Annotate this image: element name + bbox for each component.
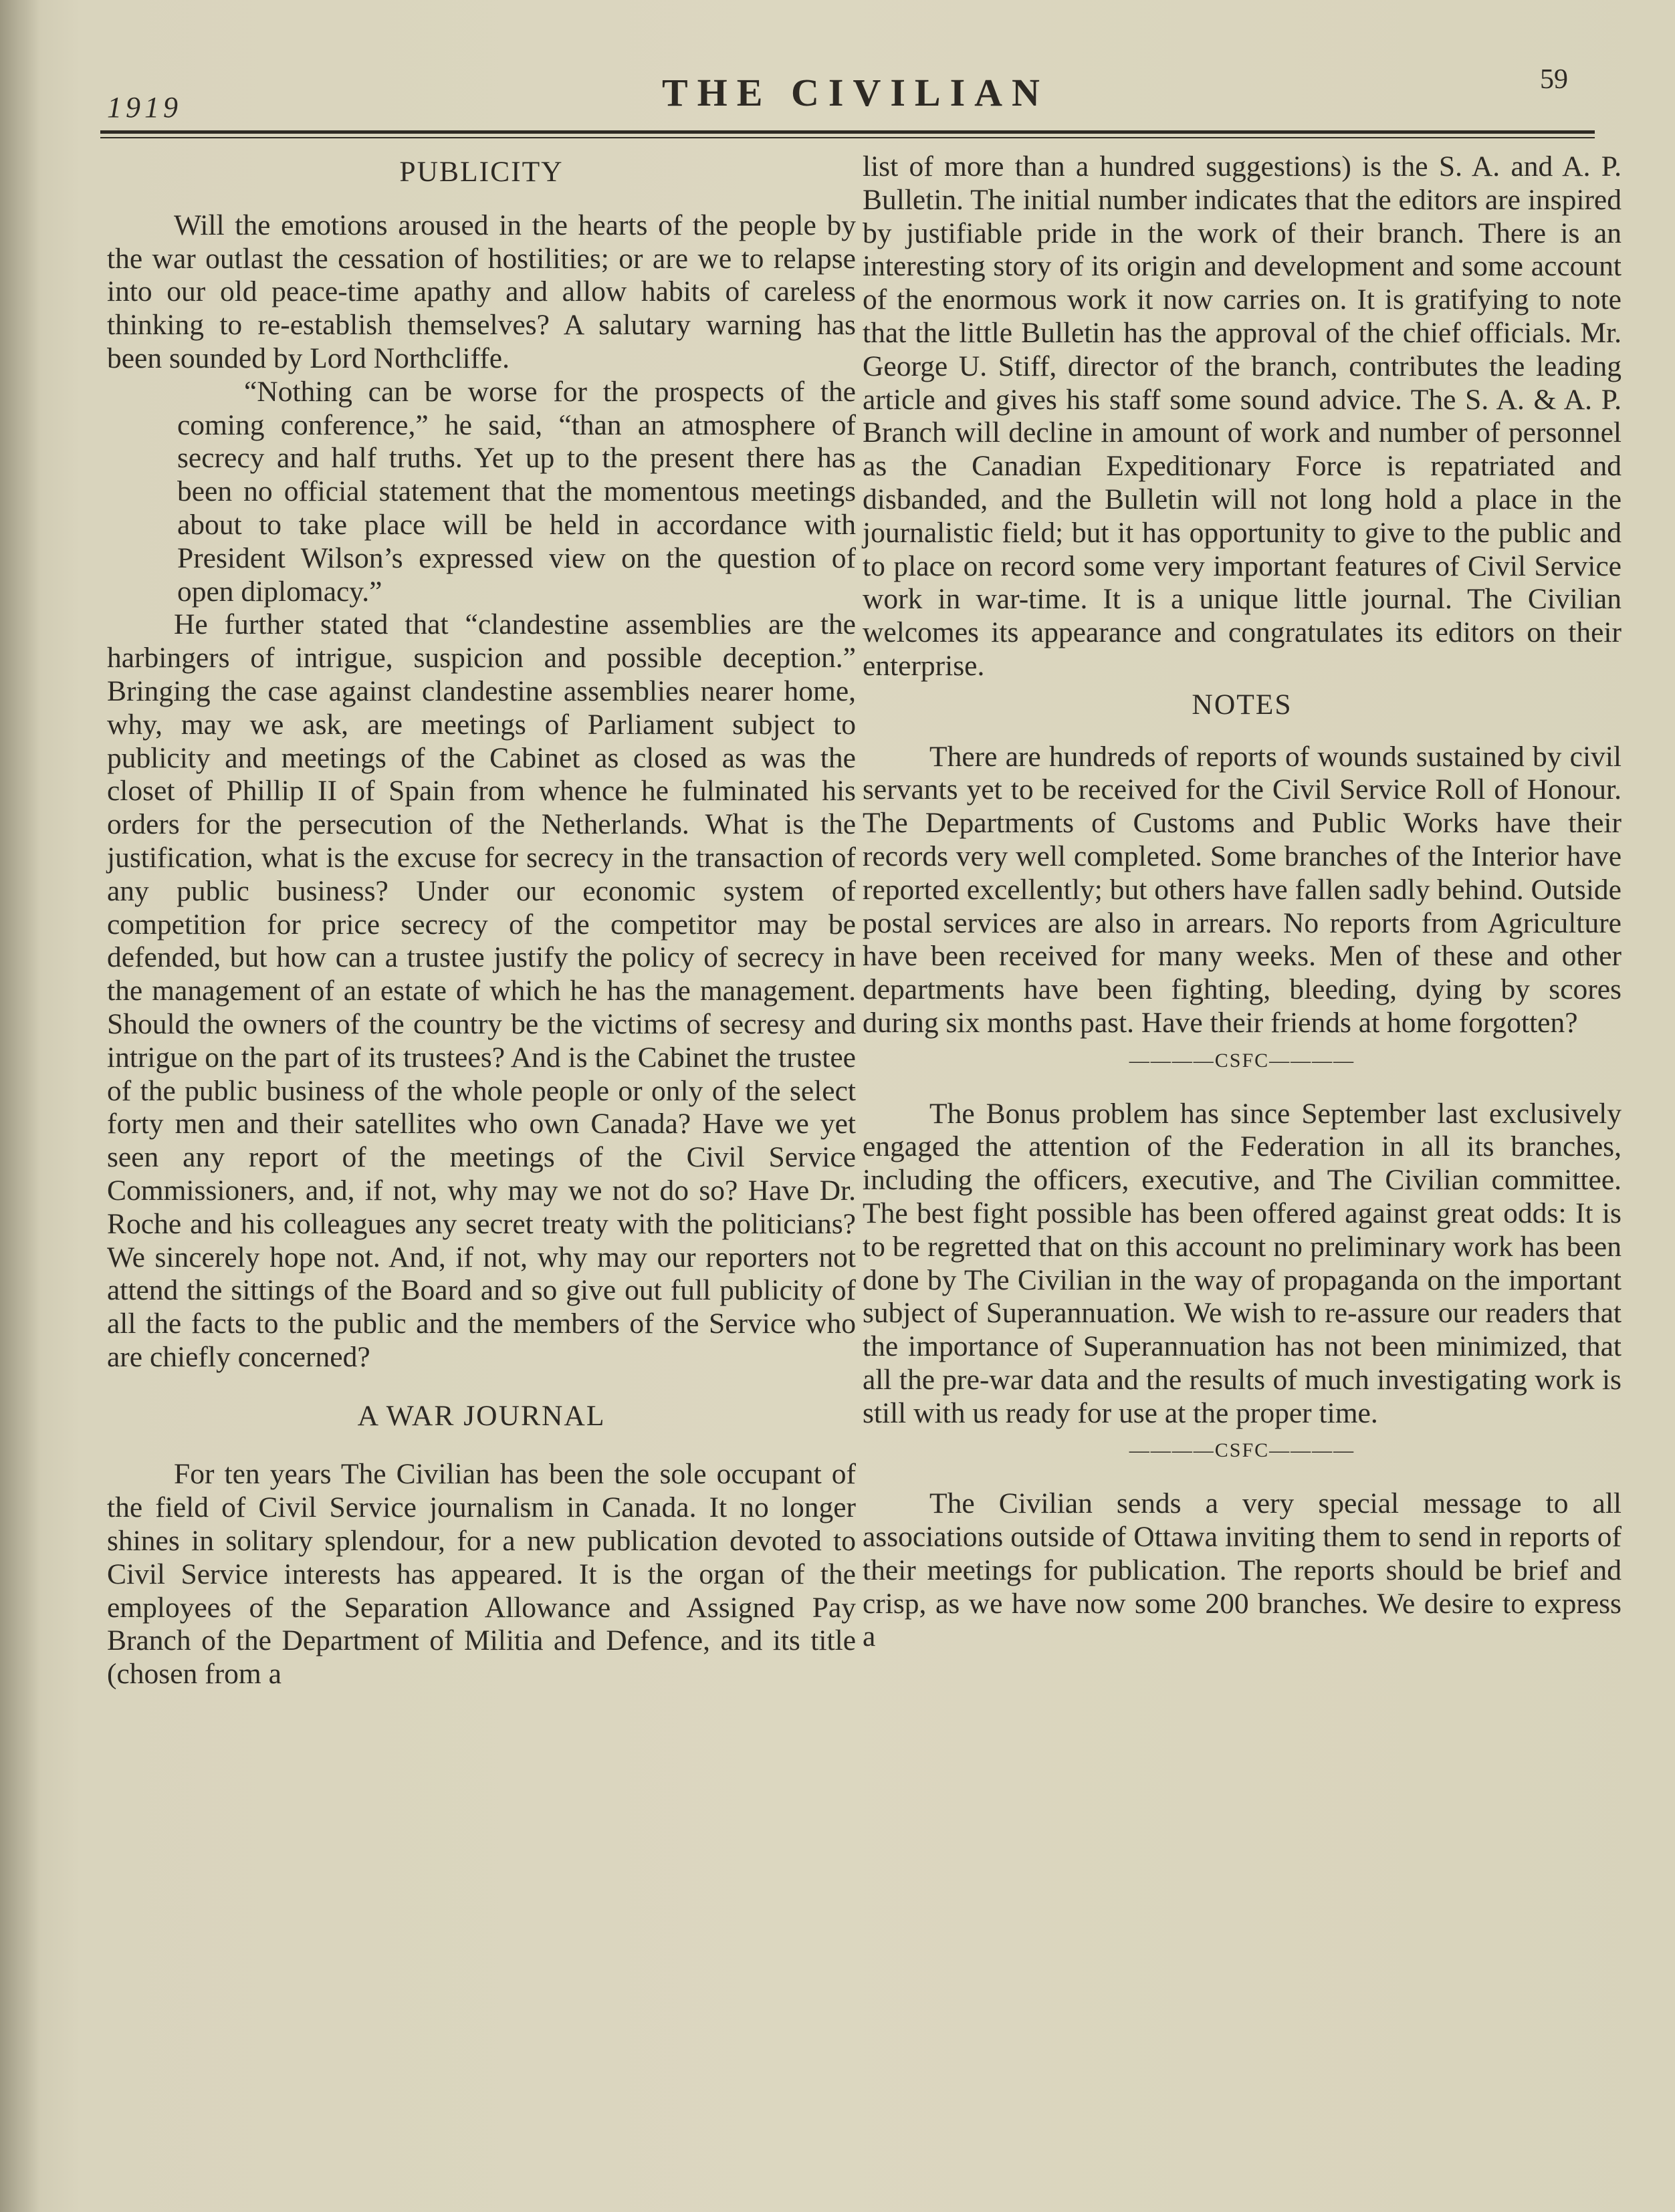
left-column	[107, 150, 856, 1691]
header-rule-thin	[100, 137, 1595, 138]
notes-paragraph-1: There are hundreds of reports of wounds sustained by civil servants yet to be received for the Civil Service Roll of Honour. The Departments of Customs and Public Works have their records very well completed. Some branches of the Interior have reported excellently; but others have fallen sadly behind. Outside postal services are also in arrears. No reports from Agriculture have been received for many weeks. Men of these and other departments have been fighting, bleeding, dying by scores during six months past. Have their friends at home forgotten?	[863, 740, 1622, 1039]
publicity-heading: PUBLICITY	[399, 156, 564, 188]
header-year: 1919	[107, 91, 182, 124]
right-column	[863, 150, 1622, 1654]
page-number: 59	[1540, 64, 1568, 95]
notes-paragraph-3: The Civilian sends a very special message to all associations outside of Ottawa inviting them to send in reports of their meetings for publication. The reports should be brief and crisp, as we have now some 200 branches. We desire to express a	[863, 1487, 1622, 1653]
publicity-quote: “Nothing can be worse for the prospects of the coming conference,” he said, “than an atmosphere of secrecy and half truths. Yet up to the present there has been no official statement that the momentous meetings about to take place will be held in accordance with President Wilson’s expressed view on the question of open diplomacy.”	[177, 375, 856, 608]
notes-heading: NOTES	[1192, 688, 1293, 721]
binding-shadow	[0, 0, 40, 2212]
notes-paragraph-2: The Bonus problem has since September last exclusively engaged the attention of the Federation in all its branches, including the officers, executive, and The Civilian committee. The best fight possible has been offered against great odds: It is to be regretted that on this account no preliminary work has been done by The Civilian in the way of propaganda on the important subject of Superannuation. We wish to re-assure our readers that the importance of Superannuation has not been minimized, that all the pre-war data and the results of much investigating work is still with us ready for use at the proper time.	[863, 1097, 1622, 1429]
war-journal-continuation: list of more than a hundred suggestions) is the S. A. and A. P. Bulletin. The initial number indicates that the editors are inspired by justifiable pride in the work of their branch. There is an interesting story of its origin and development and some account of the enormous work it now carries on. It is gratifying to note that the little Bulletin has the approval of the chief officials. Mr. George U. Stiff, director of the branch, contributes the leading article and gives his staff some sound advice. The S. A. & A. P. Branch will decline in amount of work and number of personnel as the Canadian Expeditionary Force is repatriated and disbanded, and the Bulletin will not long hold a place in the journalistic field; but it has opportunity to give to the public and to place on record some very important features of Civil Service work in war-time. It is a unique little journal. The Civilian welcomes its appearance and congratulates its editors on their enterprise.	[863, 150, 1622, 682]
publicity-paragraph-1: Will the emotions aroused in the hearts of the people by the war outlast the cessation of hostilities; or are we to relapse into our old peace-time apathy and allow habits of careless thinking to re-establish themselves? A salutary warning has been sounded by Lord Northcliffe.	[107, 209, 856, 374]
running-header	[100, 64, 1595, 144]
war-journal-heading: A WAR JOURNAL	[357, 1399, 606, 1432]
header-title: THE CIVILIAN	[662, 71, 1049, 114]
csfc-separator-1: ————CSFC————	[1129, 1049, 1355, 1072]
publicity-paragraph-2: He further stated that “clandestine assemblies are the harbingers of intrigue, suspicion and possible deception.” Bringing the case against clandestine assemblies nearer home, why, may we ask, are meetings of Parliament subject to publicity and meetings of the Cabinet as closed as was the closet of Phillip II of Spain from whence he fulminated his orders for the persecution of the Netherlands. What is the justification, what is the excuse for secrecy in the transaction of any public business? Under our economic system of competition for price secrecy of the competitor may be defended, but how can a trustee justify the policy of secrecy in the management of an estate of which he has the management. Should the owners of the country be the victims of secresy and intrigue on the part of its trustees? And is the Cabinet the trustee of the public business of the whole people or only of the select forty men and their satellites who own Canada? Have we yet seen any report of the meetings of the Civil Service Commissioners, and, if not, why may we not do so? Have Dr. Roche and his colleagues any secret treaty with the politicians? We sincerely hope not. And, if not, why may our reporters not attend the sittings of the Board and so give out full publicity of all the facts to the public and the members of the Service who are chiefly concerned?	[107, 608, 856, 1373]
header-rule-thick	[100, 130, 1595, 134]
war-journal-paragraph: For ten years The Civilian has been the sole occupant of the field of Civil Service journalism in Canada. It no longer shines in solitary splendour, for a new publication devoted to Civil Service interests has appeared. It is the organ of the employees of the Separation Allowance and Assigned Pay Branch of the Department of Militia and Defence, and its title (chosen from a	[107, 1458, 856, 1691]
csfc-separator-2: ————CSFC————	[1129, 1439, 1355, 1462]
